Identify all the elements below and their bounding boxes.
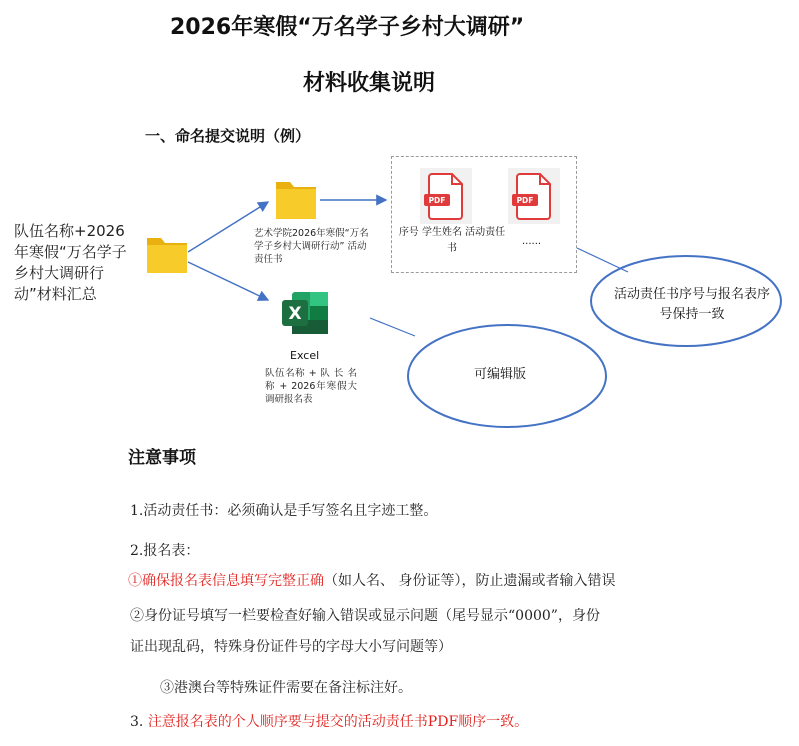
note-item-3-number: 3. [130,714,148,730]
note-item-2-1 [128,570,615,590]
folder-icon [145,232,189,276]
note-item-2: 2.报名表： [130,543,200,559]
page-title: 2026年寒假“万名学子乡村大调研” [170,15,525,40]
editable-note-text: 可编辑版 [473,367,526,382]
line-excel-to-ellipse [370,318,415,336]
notes-heading: 注意事项 [128,448,196,468]
summary-folder-label: 队伍名称+2026年寒假“万名学子乡村大调研行动”材料汇总 [14,222,127,303]
sequence-note-text: 活动责任书序号与报名表序号保持一致 [613,287,770,322]
excel-icon [280,290,330,336]
excel-caption: Excel [290,349,320,362]
note-item-3 [130,711,528,731]
note-item-2-3: ③港澳台等特殊证件需要在备注标注好。 [160,680,412,696]
page-subtitle: 材料收集说明 [303,71,436,96]
note-item-2-1-rest: （如人名、 身份证等），防止遗漏或者输入错误 [324,573,616,589]
folder-icon [274,176,318,222]
arrow-to-excel [188,262,268,300]
note-item-2-2-line1: ②身份证号填写一栏要检查好输入错误或显示问题（尾号显示“0000”，身份 [130,608,600,624]
pdf-file-label: 序号 学生姓名 活动责任书 [398,227,506,254]
svg-text:PDF: PDF [516,196,534,205]
note-item-2-2-line2: 证出现乱码，特殊身份证件号的字母大小写问题等） [130,639,452,655]
section-heading-naming: 一、命名提交说明（例） [145,127,311,145]
excel-icon-letter: X [288,304,302,324]
excel-file-label: 队伍名称 + 队 长 名 称 + 2026年寒假大调研报名表 [265,368,357,405]
note-item-3-highlight: 注意报名表的个人顺序要与提交的活动责任书PDF顺序一致。 [147,714,529,730]
note-item-1: 1.活动责任书：必须确认是手写签名且字迹工整。 [130,503,438,519]
pdf-more-ellipsis: ...... [522,236,542,247]
pdf-icon [508,168,560,224]
responsibility-folder-label: 艺术学院2026年寒假“万名学子乡村大调研行动” 活动责任书 [254,228,369,265]
svg-text:PDF: PDF [428,196,446,205]
note-item-2-1-highlight: ①确保报名表信息填写完整正确 [128,573,324,589]
pdf-icon [420,168,472,224]
